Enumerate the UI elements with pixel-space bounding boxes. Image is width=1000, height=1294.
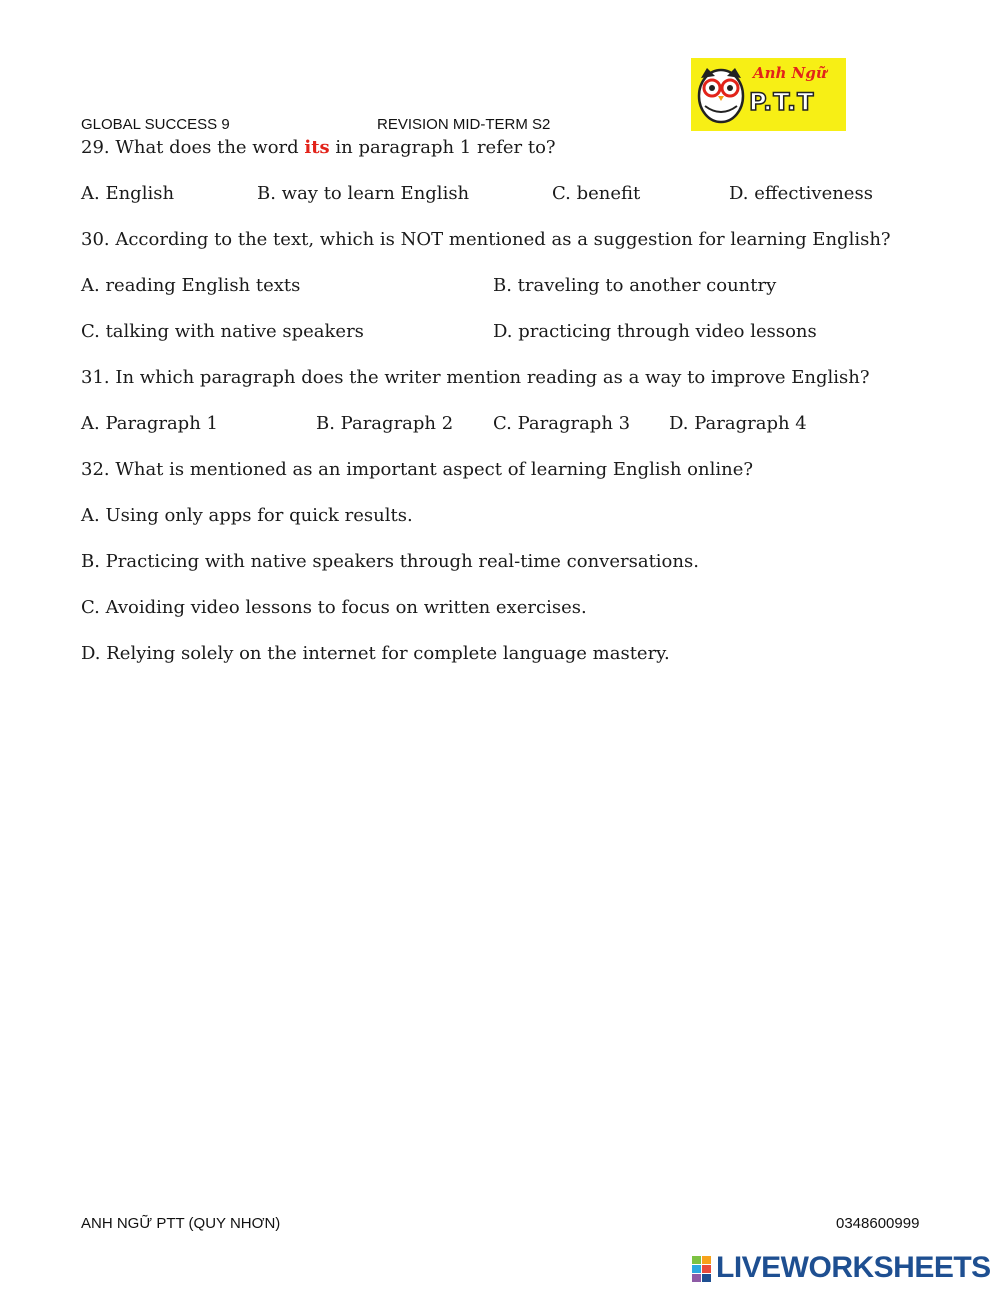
question-29-option-a: A. English [81, 183, 175, 204]
liveworksheets-logo-icon [692, 1256, 712, 1282]
question-30-option-b: B. traveling to another country [493, 275, 777, 296]
highlighted-word: its [304, 137, 330, 158]
question-31-option-a: A. Paragraph 1 [81, 413, 218, 434]
logo-main-text: P.T.T [749, 88, 815, 116]
question-31-stem: 31. In which paragraph does the writer mention reading as a way to improve English? [81, 367, 870, 388]
logo-script-text: Anh Ngữ [753, 64, 827, 82]
footer-school-name: ANH NGỮ PTT (QUY NHƠN) [81, 1215, 281, 1232]
header-course-title: GLOBAL SUCCESS 9 [81, 116, 230, 133]
question-30-stem: 30. According to the text, which is NOT mentioned as a suggestion for learning English? [81, 229, 891, 250]
question-30-option-d: D. practicing through video lessons [493, 321, 817, 342]
liveworksheets-watermark: LIVEWORKSHEETS [716, 1251, 991, 1284]
question-31-option-d: D. Paragraph 4 [669, 413, 807, 434]
question-30-option-c: C. talking with native speakers [81, 321, 364, 342]
question-30-option-a: A. reading English texts [81, 275, 301, 296]
question-32-option-b: B. Practicing with native speakers through real-time conversations. [81, 551, 699, 572]
question-32-stem: 32. What is mentioned as an important aspect of learning English online? [81, 459, 754, 480]
question-31-option-c: C. Paragraph 3 [493, 413, 631, 434]
header-exam-title: REVISION MID-TERM S2 [377, 116, 551, 133]
question-32-option-d: D. Relying solely on the internet for complete language mastery. [81, 643, 670, 664]
school-logo [691, 58, 846, 131]
question-29-option-b: B. way to learn English [257, 183, 470, 204]
question-29-option-d: D. effectiveness [729, 183, 873, 204]
footer-phone: 0348600999 [836, 1215, 920, 1232]
question-31-option-b: B. Paragraph 2 [316, 413, 454, 434]
question-29-stem: 29. What does the word its in paragraph 1 refer to? [81, 137, 556, 158]
question-29-option-c: C. benefit [552, 183, 641, 204]
question-32-option-c: C. Avoiding video lessons to focus on written exercises. [81, 597, 587, 618]
question-32-option-a: A. Using only apps for quick results. [81, 505, 413, 526]
